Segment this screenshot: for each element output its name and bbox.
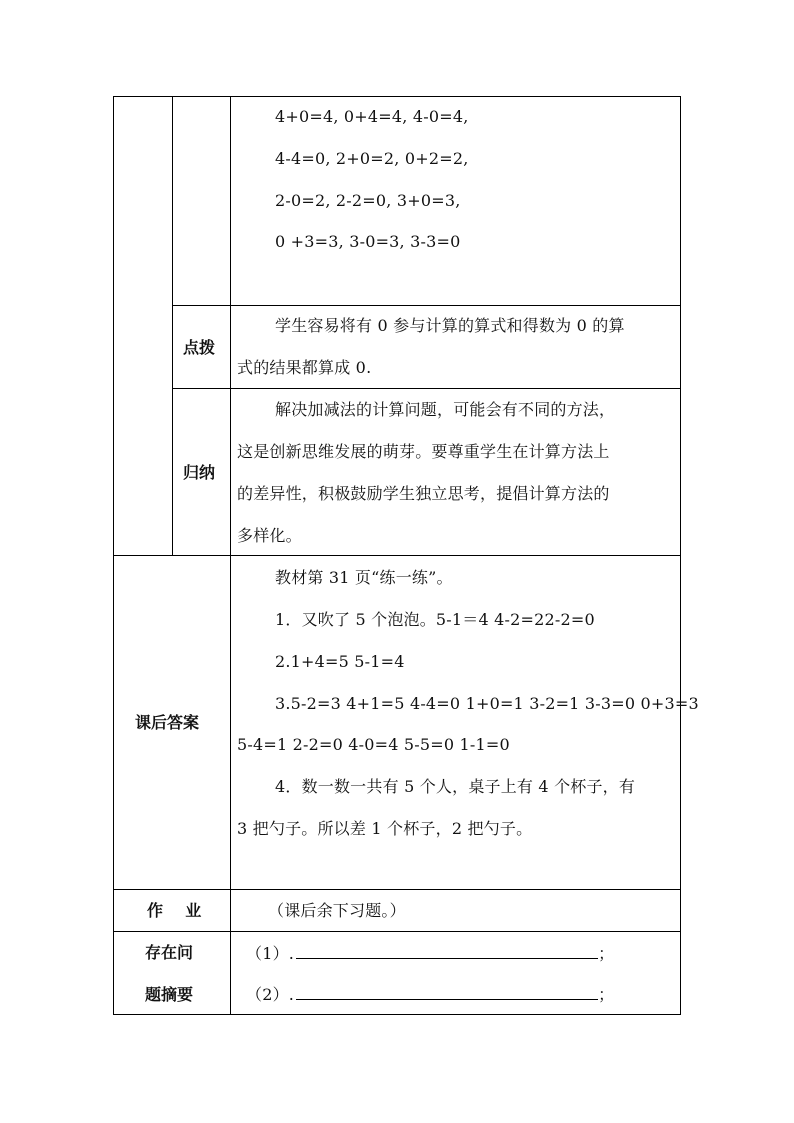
problem-item-1 [246,944,614,964]
guina-text: 这是创新思维发展的萌芽。要尊重学生在计算方法上 [237,442,610,461]
equation-line: 4-4=0, 2+0=2, 0+2=2, [275,149,469,168]
column-divider [230,96,231,1015]
equation-line: 2-0=2, 2-2=0, 3+0=3, [275,191,461,210]
homework-label: 作 业 [147,901,202,920]
row-divider [113,889,681,890]
problem-item-number: （1）. [246,944,295,963]
dianbo-text: 学生容易将有 0 参与计算的算式和得数为 0 的算 [275,316,625,335]
dianbo-text: 式的结果都算成 0. [237,358,372,377]
row-divider [113,555,681,556]
equation-line: 4+0=4, 0+4=4, 4-0=4, [275,107,469,126]
guina-text: 解决加减法的计算问题，可能会有不同的方法， [275,400,616,419]
problems-label: 题摘要 [145,985,194,1004]
problem-item-number: （2）. [246,985,295,1004]
row-divider [172,305,681,306]
answer-line: 4．数一数一共有 5 个人，桌子上有 4 个杯子，有 [275,777,636,796]
semicolon: ； [598,985,615,1004]
column-divider [172,96,173,556]
answer-line: 5-4=1 2-2=0 4-0=4 5-5=0 1-1=0 [237,735,510,754]
table-border-top [113,96,681,97]
equation-line: 0 +3=3, 3-0=3, 3-3=0 [275,232,461,251]
problem-item-2 [246,985,614,1005]
table-border-left [113,96,114,1015]
semicolon: ； [598,944,615,963]
answer-line: 2.1+4=5 5-1=4 [275,652,405,671]
guina-text: 的差异性，积极鼓励学生独立思考，提倡计算方法的 [237,484,610,503]
row-divider [113,931,681,932]
answer-blank-line[interactable] [296,944,598,959]
dianbo-label: 点拨 [183,338,216,357]
table-border-bottom [113,1014,681,1015]
guina-text: 多样化。 [237,526,302,545]
answer-line: 1．又吹了 5 个泡泡。5-1＝4 4-2=22-2=0 [275,610,595,629]
row-divider [172,388,681,389]
answer-line: 3.5-2=3 4+1=5 4-4=0 1+0=1 3-2=1 3-3=0 0+3=3 [275,694,699,713]
problems-label: 存在问 [145,943,194,962]
guina-label: 归纳 [183,463,216,482]
table-border-right [680,96,681,1015]
answer-line: 3 把勺子。所以差 1 个杯子，2 把勺子。 [237,819,533,838]
homework-text: （课后余下习题。） [268,901,406,920]
answers-label: 课后答案 [135,713,200,732]
answer-blank-line[interactable] [296,985,598,1000]
answer-line: 教材第 31 页“练一练”。 [275,568,453,587]
